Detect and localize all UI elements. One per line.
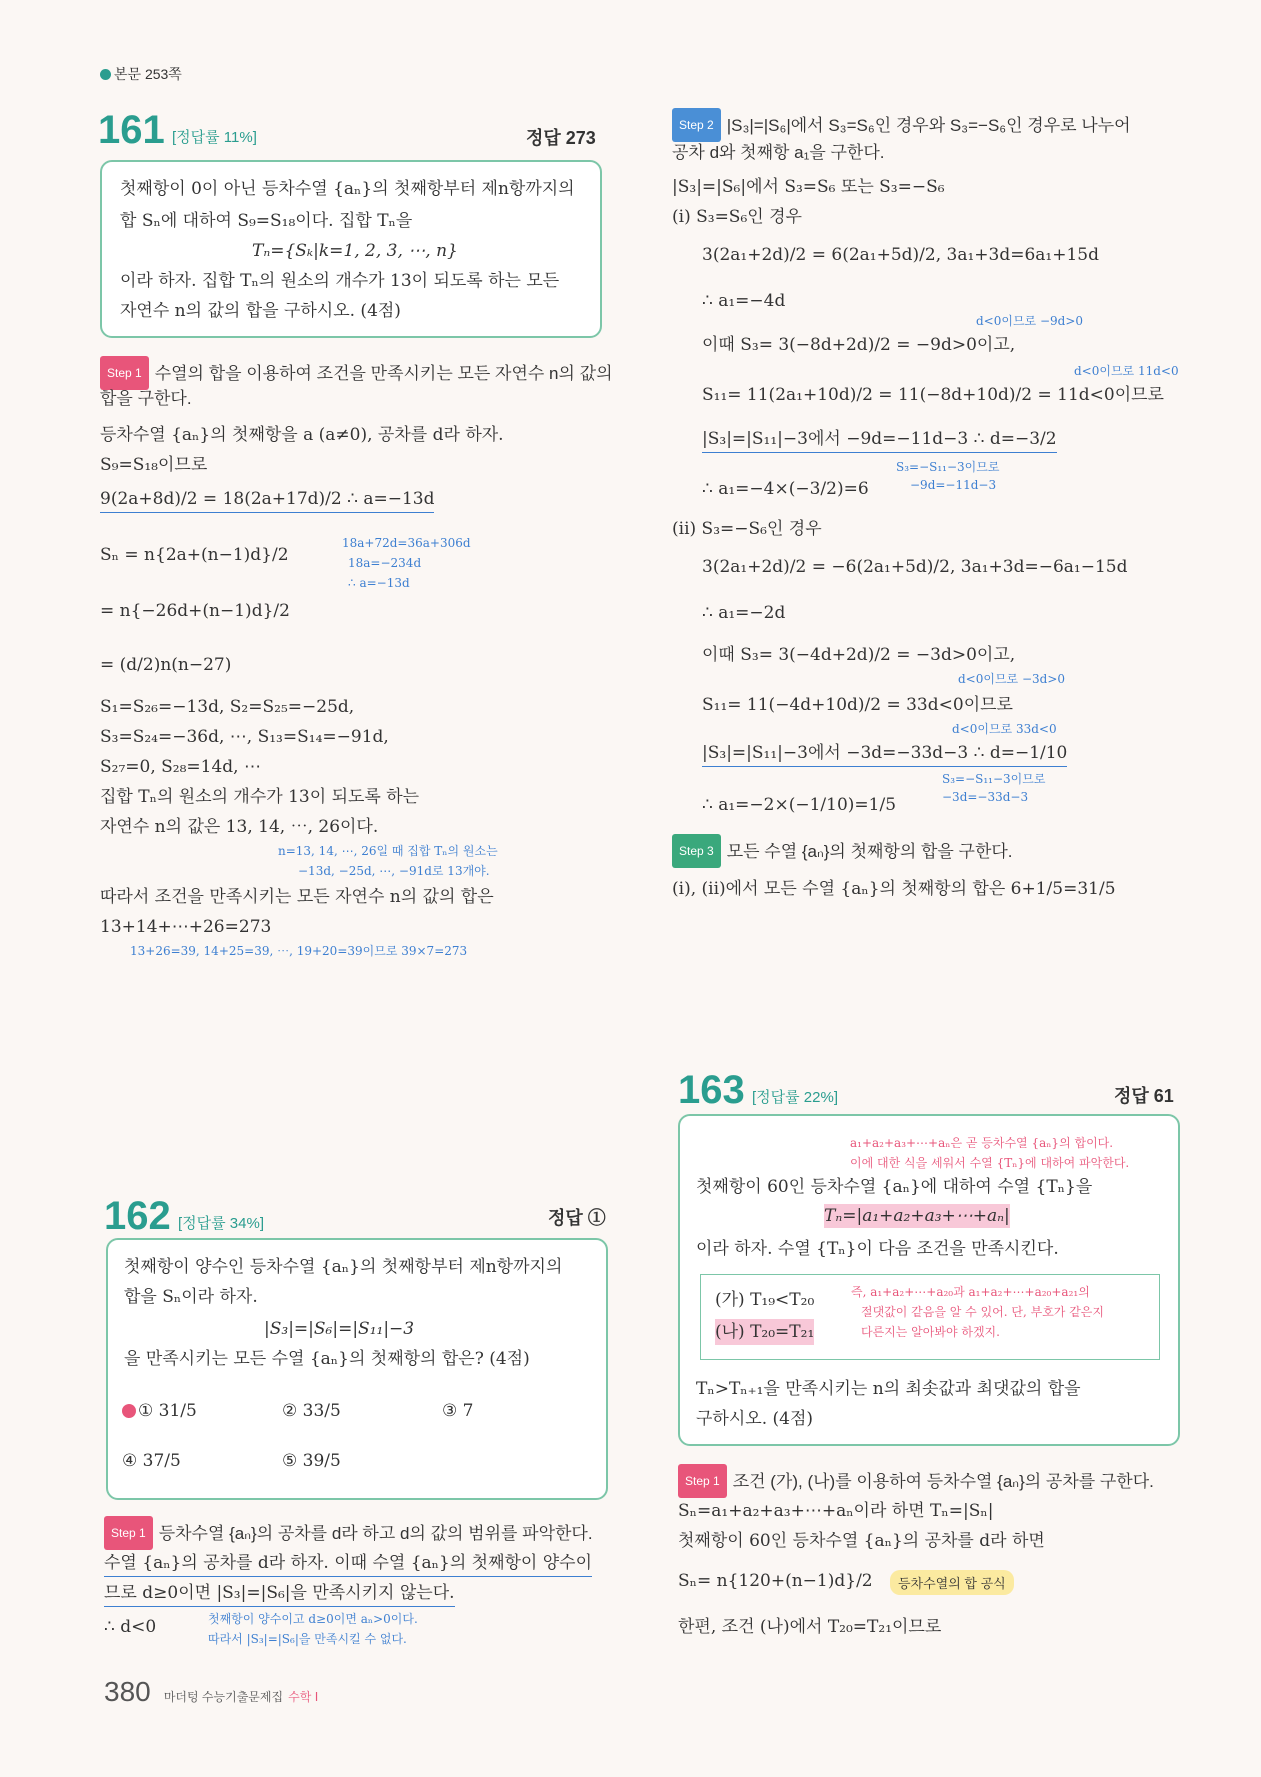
footer bbox=[104, 1676, 318, 1708]
section-ref: 본문 253쪽 bbox=[100, 64, 182, 84]
accuracy-rate: [정답률 11%] bbox=[172, 129, 257, 146]
equation-line: 3(2a₁+2d)/2 = 6(2a₁+5d)/2, 3a₁+3d=6a₁+15d bbox=[702, 245, 1100, 265]
solution-line: S₃=S₂₄=−36d, ⋯, S₁₃=S₁₄=−91d, bbox=[100, 727, 389, 747]
choice-4[interactable]: ④ 37/5 bbox=[122, 1451, 181, 1471]
side-note: d<0이므로 −9d>0 bbox=[976, 314, 1084, 328]
solution-line: 첫째항이 60인 등차수열 {aₙ}의 공차를 d라 하면 bbox=[678, 1531, 1045, 1551]
equation-line: S₁₁= 11(−4d+10d)/2 = 33d<0이므로 bbox=[702, 695, 1013, 715]
side-note: 첫째항이 양수이고 d≥0이면 aₙ>0이다. bbox=[208, 1612, 418, 1626]
case-heading: (ii) S₃=−S₆인 경우 bbox=[672, 519, 822, 539]
side-note: S₃=−S₁₁−3이므로 bbox=[896, 460, 1000, 474]
circle-bullet-icon bbox=[100, 69, 111, 80]
question-box bbox=[106, 1238, 608, 1500]
solution-line: 자연수 n의 값은 13, 14, ⋯, 26이다. bbox=[100, 817, 379, 837]
result-line: (i), (ii)에서 모든 수열 {aₙ}의 첫째항의 합은 6+1/5=31/5 bbox=[672, 879, 1116, 899]
answer-label: 정답 ① bbox=[548, 1208, 606, 1228]
question-line: 첫째항이 양수인 등차수열 {aₙ}의 첫째항부터 제n항까지의 bbox=[124, 1257, 563, 1277]
solution-line: 한편, 조건 (나)에서 T₂₀=T₂₁이므로 bbox=[678, 1617, 942, 1637]
question-line: 첫째항이 0이 아닌 등차수열 {aₙ}의 첫째항부터 제n항까지의 bbox=[120, 179, 575, 199]
result-line: ∴ a₁=−4×(−3/2)=6 bbox=[702, 479, 869, 499]
answer-label: 정답 61 bbox=[1114, 1086, 1174, 1106]
step-badge: Step 2 bbox=[672, 108, 721, 142]
question-line: 이라 하자. 수열 {Tₙ}이 다음 조건을 만족시킨다. bbox=[696, 1239, 1059, 1259]
question-line: 합을 Sₙ이라 하자. bbox=[124, 1287, 258, 1307]
question-line: 을 만족시키는 모든 수열 {aₙ}의 첫째항의 합은? (4점) bbox=[124, 1349, 530, 1369]
side-note: −3d=−33d−3 bbox=[942, 790, 1029, 804]
step3-heading bbox=[672, 834, 1013, 868]
check-mark-icon bbox=[122, 1404, 136, 1418]
equation-line: |S₃|=|S₁₁|−3에서 −3d=−33d−3 ∴ d=−1/10 bbox=[702, 740, 1067, 767]
equation-line: Sₙ = n{2a+(n−1)d}/2 bbox=[100, 545, 289, 565]
solution-line: ∴ a₁=−4d bbox=[702, 291, 786, 311]
side-note: 18a+72d=36a+306d bbox=[342, 536, 471, 550]
question-line: Tₙ>Tₙ₊₁을 만족시키는 n의 최솟값과 최댓값의 합을 bbox=[696, 1379, 1081, 1399]
condition-equation: |S₃|=|S₆|=|S₁₁|−3 bbox=[264, 1319, 415, 1339]
pink-note: a₁+a₂+a₃+⋯+aₙ은 곧 등차수열 {aₙ}의 합이다. bbox=[850, 1136, 1114, 1150]
page-number: 380 bbox=[104, 1676, 151, 1707]
pink-note: 이에 대한 식을 세워서 수열 {Tₙ}에 대하여 파악한다. bbox=[850, 1156, 1130, 1170]
choice-5[interactable]: ⑤ 39/5 bbox=[282, 1451, 341, 1471]
step-badge: Step 1 bbox=[678, 1464, 727, 1498]
side-note: −13d, −25d, ⋯, −91d로 13개야. bbox=[298, 864, 490, 878]
side-note: ∴ a=−13d bbox=[348, 576, 410, 590]
pink-note: 절댓값이 같음을 알 수 있어. 단, 부호가 같은지 bbox=[861, 1305, 1104, 1319]
side-note: −9d=−11d−3 bbox=[910, 478, 997, 492]
solution-line: 따라서 조건을 만족시키는 모든 자연수 n의 값의 합은 bbox=[100, 887, 494, 907]
solution-line: S₁=S₂₆=−13d, S₂=S₂₅=−25d, bbox=[100, 697, 355, 717]
result-line: ∴ a₁=−2×(−1/10)=1/5 bbox=[702, 795, 897, 815]
set-definition: Tₙ={Sₖ|k=1, 2, 3, ⋯, n} bbox=[252, 241, 458, 261]
equation-line: 이때 S₃= 3(−4d+2d)/2 = −3d>0이고, bbox=[702, 645, 1016, 665]
choice-1[interactable] bbox=[122, 1396, 197, 1426]
step-badge: Step 3 bbox=[672, 834, 721, 868]
book-title: 마더텅 수능기출문제집 bbox=[163, 1690, 284, 1704]
step-title: 등차수열 {aₙ}의 공차를 d라 하고 d의 값의 범위를 파악한다. bbox=[158, 1524, 593, 1543]
step-badge: Step 1 bbox=[104, 1516, 153, 1550]
choice-label: ① 31/5 bbox=[138, 1401, 197, 1421]
result-line: 13+14+⋯+26=273 bbox=[100, 917, 272, 937]
result-line: ∴ d<0 bbox=[104, 1617, 157, 1637]
side-note: d<0이므로 11d<0 bbox=[1074, 364, 1179, 378]
solution-line: 등차수열 {aₙ}의 첫째항을 a (a≠0), 공차를 d라 하자. bbox=[100, 425, 504, 445]
solution-line: Sₙ=a₁+a₂+a₃+⋯+aₙ이라 하면 Tₙ=|Sₙ| bbox=[678, 1501, 994, 1521]
solution-line: S₉=S₁₈이므로 bbox=[100, 455, 208, 475]
question-line: 첫째항이 60인 등차수열 {aₙ}에 대하여 수열 {Tₙ}을 bbox=[696, 1177, 1093, 1197]
condition-ga: (가) T₁₉<T₂₀ bbox=[715, 1290, 815, 1310]
accuracy-rate: [정답률 22%] bbox=[752, 1089, 838, 1106]
step1-heading bbox=[104, 1516, 593, 1550]
side-note: n=13, 14, ⋯, 26일 때 집합 Tₙ의 원소는 bbox=[278, 844, 498, 858]
step-title: |S₃|=|S₆|에서 S₃=S₆인 경우와 S₃=−S₆인 경우로 나누어 bbox=[726, 116, 1131, 135]
equation-line: = n{−26d+(n−1)d}/2 bbox=[100, 601, 290, 621]
question-box bbox=[678, 1114, 1180, 1446]
equation-line: 이때 S₃= 3(−8d+2d)/2 = −9d>0이고, bbox=[702, 335, 1016, 355]
equation-line: Sₙ= n{120+(n−1)d}/2 bbox=[678, 1571, 873, 1591]
sequence-definition: Tₙ=|a₁+a₂+a₃+⋯+aₙ| bbox=[824, 1206, 1010, 1226]
equation-line: |S₃|=|S₁₁|−3에서 −9d=−11d−3 ∴ d=−3/2 bbox=[702, 426, 1057, 453]
question-line: 합 Sₙ에 대하여 S₉=S₁₈이다. 집합 Tₙ을 bbox=[120, 211, 413, 231]
step2-heading bbox=[672, 108, 1131, 142]
solution-line: ∴ a₁=−2d bbox=[702, 603, 786, 623]
pink-note: 즉, a₁+a₂+⋯+a₂₀과 a₁+a₂+⋯+a₂₀+a₂₁의 bbox=[851, 1285, 1090, 1299]
formula-tag: 등차수열의 합 공식 bbox=[890, 1570, 1014, 1595]
question-box bbox=[100, 160, 602, 338]
equation-line: 9(2a+8d)/2 = 18(2a+17d)/2 ∴ a=−13d bbox=[100, 486, 434, 513]
step-title: 수열의 합을 이용하여 조건을 만족시키는 모든 자연수 n의 값의 bbox=[154, 364, 613, 383]
choice-3[interactable]: ③ 7 bbox=[442, 1401, 474, 1421]
subject-label: 수학 Ⅰ bbox=[288, 1690, 319, 1704]
side-note: d<0이므로 −3d>0 bbox=[958, 672, 1066, 686]
pink-note: 다른지는 알아봐야 하겠지. bbox=[861, 1325, 1000, 1339]
solution-line: S₂₇=0, S₂₈=14d, ⋯ bbox=[100, 757, 261, 777]
step-title-cont: 공차 d와 첫째항 a₁을 구한다. bbox=[672, 143, 885, 162]
equation-line: = (d/2)n(n−27) bbox=[100, 655, 232, 675]
step1-heading bbox=[678, 1464, 1154, 1498]
solution-line: |S₃|=|S₆|에서 S₃=S₆ 또는 S₃=−S₆ bbox=[672, 177, 945, 197]
solution-line: 므로 d≥0이면 |S₃|=|S₆|을 만족시키지 않는다. bbox=[104, 1580, 455, 1607]
side-note: S₃=−S₁₁−3이므로 bbox=[942, 772, 1046, 786]
problem-number-163: 163 bbox=[678, 1068, 745, 1112]
condition-na: (나) T₂₀=T₂₁ bbox=[715, 1319, 814, 1345]
side-note: 18a=−234d bbox=[348, 556, 422, 570]
side-note: 따라서 |S₃|=|S₆|을 만족시킬 수 없다. bbox=[208, 1632, 407, 1646]
step-title: 모든 수열 {aₙ}의 첫째항의 합을 구한다. bbox=[726, 842, 1013, 861]
solution-line: 집합 Tₙ의 원소의 개수가 13이 되도록 하는 bbox=[100, 787, 420, 807]
problem-number-162: 162 bbox=[104, 1194, 171, 1238]
equation-line: S₁₁= 11(2a₁+10d)/2 = 11(−8d+10d)/2 = 11d<0이므로 bbox=[702, 385, 1164, 405]
accuracy-rate: [정답률 34%] bbox=[178, 1215, 264, 1232]
condition-box bbox=[700, 1274, 1160, 1360]
step-title: 조건 (가), (나)를 이용하여 등차수열 {aₙ}의 공차를 구한다. bbox=[732, 1472, 1154, 1491]
case-heading: (i) S₃=S₆인 경우 bbox=[672, 207, 802, 227]
side-note: 13+26=39, 14+25=39, ⋯, 19+20=39이므로 39×7=273 bbox=[130, 944, 468, 958]
problem-number-161: 161 bbox=[98, 108, 165, 152]
step-badge: Step 1 bbox=[100, 356, 149, 390]
question-line: 자연수 n의 값의 합을 구하시오. (4점) bbox=[120, 301, 401, 321]
solution-line: 수열 {aₙ}의 공차를 d라 하자. 이때 수열 {aₙ}의 첫째항이 양수이 bbox=[104, 1550, 592, 1577]
question-line: 구하시오. (4점) bbox=[696, 1409, 813, 1429]
side-note: d<0이므로 33d<0 bbox=[952, 722, 1057, 736]
answer-label: 정답 273 bbox=[526, 128, 596, 148]
equation-line: 3(2a₁+2d)/2 = −6(2a₁+5d)/2, 3a₁+3d=−6a₁−15d bbox=[702, 557, 1128, 577]
step-title-cont: 합을 구한다. bbox=[100, 389, 192, 408]
question-line: 이라 하자. 집합 Tₙ의 원소의 개수가 13이 되도록 하는 모든 bbox=[120, 271, 560, 291]
choice-2[interactable]: ② 33/5 bbox=[282, 1401, 341, 1421]
